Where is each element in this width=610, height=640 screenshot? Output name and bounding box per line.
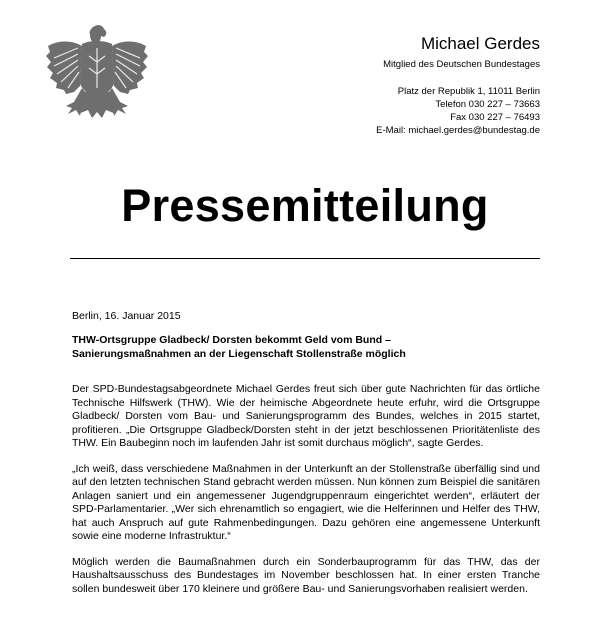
paragraph-2: „Ich weiß, dass verschiedene Maßnahmen in der Unterkunft an der Stollenstraße überfällig sind und auf den letzten technischen Stand gebracht werden müssen. Nun können zum Beispiel die sanitären Anlagen saniert und ein angemessener Jugendgruppenraum eingerichtet werden“, erläutert der SPD-Parlamentarier. „Wer sich ehrenamtlich so engagiert, wie die Helferinnen und Helfer des THW, hat auch Anspruch auf gute Rahmenbedingungen. Dazu gehören eine angemessene Unterkunft sowie eine moderne Infrastruktur.“	[72, 462, 540, 542]
subject-line-2: Sanierungsmaßnahmen an der Liegenschaft Stollenstraße möglich	[72, 348, 406, 360]
telephone: Telefon 030 227 – 73663	[435, 99, 540, 110]
divider	[70, 258, 540, 259]
email-label: E-Mail:	[376, 125, 406, 136]
subject-line-1: THW-Ortsgruppe Gladbeck/ Dorsten bekommt Geld vom Bund –	[72, 334, 391, 346]
page-title: Pressemitteilung	[121, 180, 489, 231]
sender-name: Michael Gerdes	[420, 34, 540, 53]
email-address[interactable]: michael.gerdes@bundestag.de	[408, 125, 540, 136]
bundesadler-icon	[44, 22, 150, 132]
email-line	[376, 124, 540, 137]
contact-block	[376, 85, 540, 137]
fax: Fax 030 227 – 76493	[450, 112, 540, 123]
subject-heading	[72, 333, 540, 361]
paragraph-3: Möglich werden die Baumaßnahmen durch ein Sonderbauprogramm für das THW, das der Haushaltsausschuss des Bundestages im November beschlossen hat. In einer ersten Tranche sollen bundesweit über 170 kleinere und größere Bau- und Sanierungsvorhaben realisiert werden.	[72, 555, 540, 595]
sender-block	[383, 34, 540, 70]
dateline: Berlin, 16. Januar 2015	[72, 310, 181, 322]
address: Platz der Republik 1, 11011 Berlin	[397, 86, 540, 97]
sender-role: Mitglied des Deutschen Bundestages	[383, 59, 540, 70]
press-release-body	[72, 310, 540, 596]
paragraph-1: Der SPD-Bundestagsabgeordnete Michael Gerdes freut sich über gute Nachrichten für das örtliche Technische Hilfswerk (THW). Wie der heimische Abgeordnete heute erfuhr, wird die Ortsgruppe Gladbeck/ Dorsten vom Bau- und Sanierungsprogramm des Bundes, welches in 2015 startet, profitieren. „Die Ortsgruppe Gladbeck/Dorsten steht in der jetzt beschlossenen Prioritätenliste des THW. Ein Baubeginn noch im laufenden Jahr ist somit durchaus möglich“, sagte Gerdes.	[72, 383, 540, 449]
